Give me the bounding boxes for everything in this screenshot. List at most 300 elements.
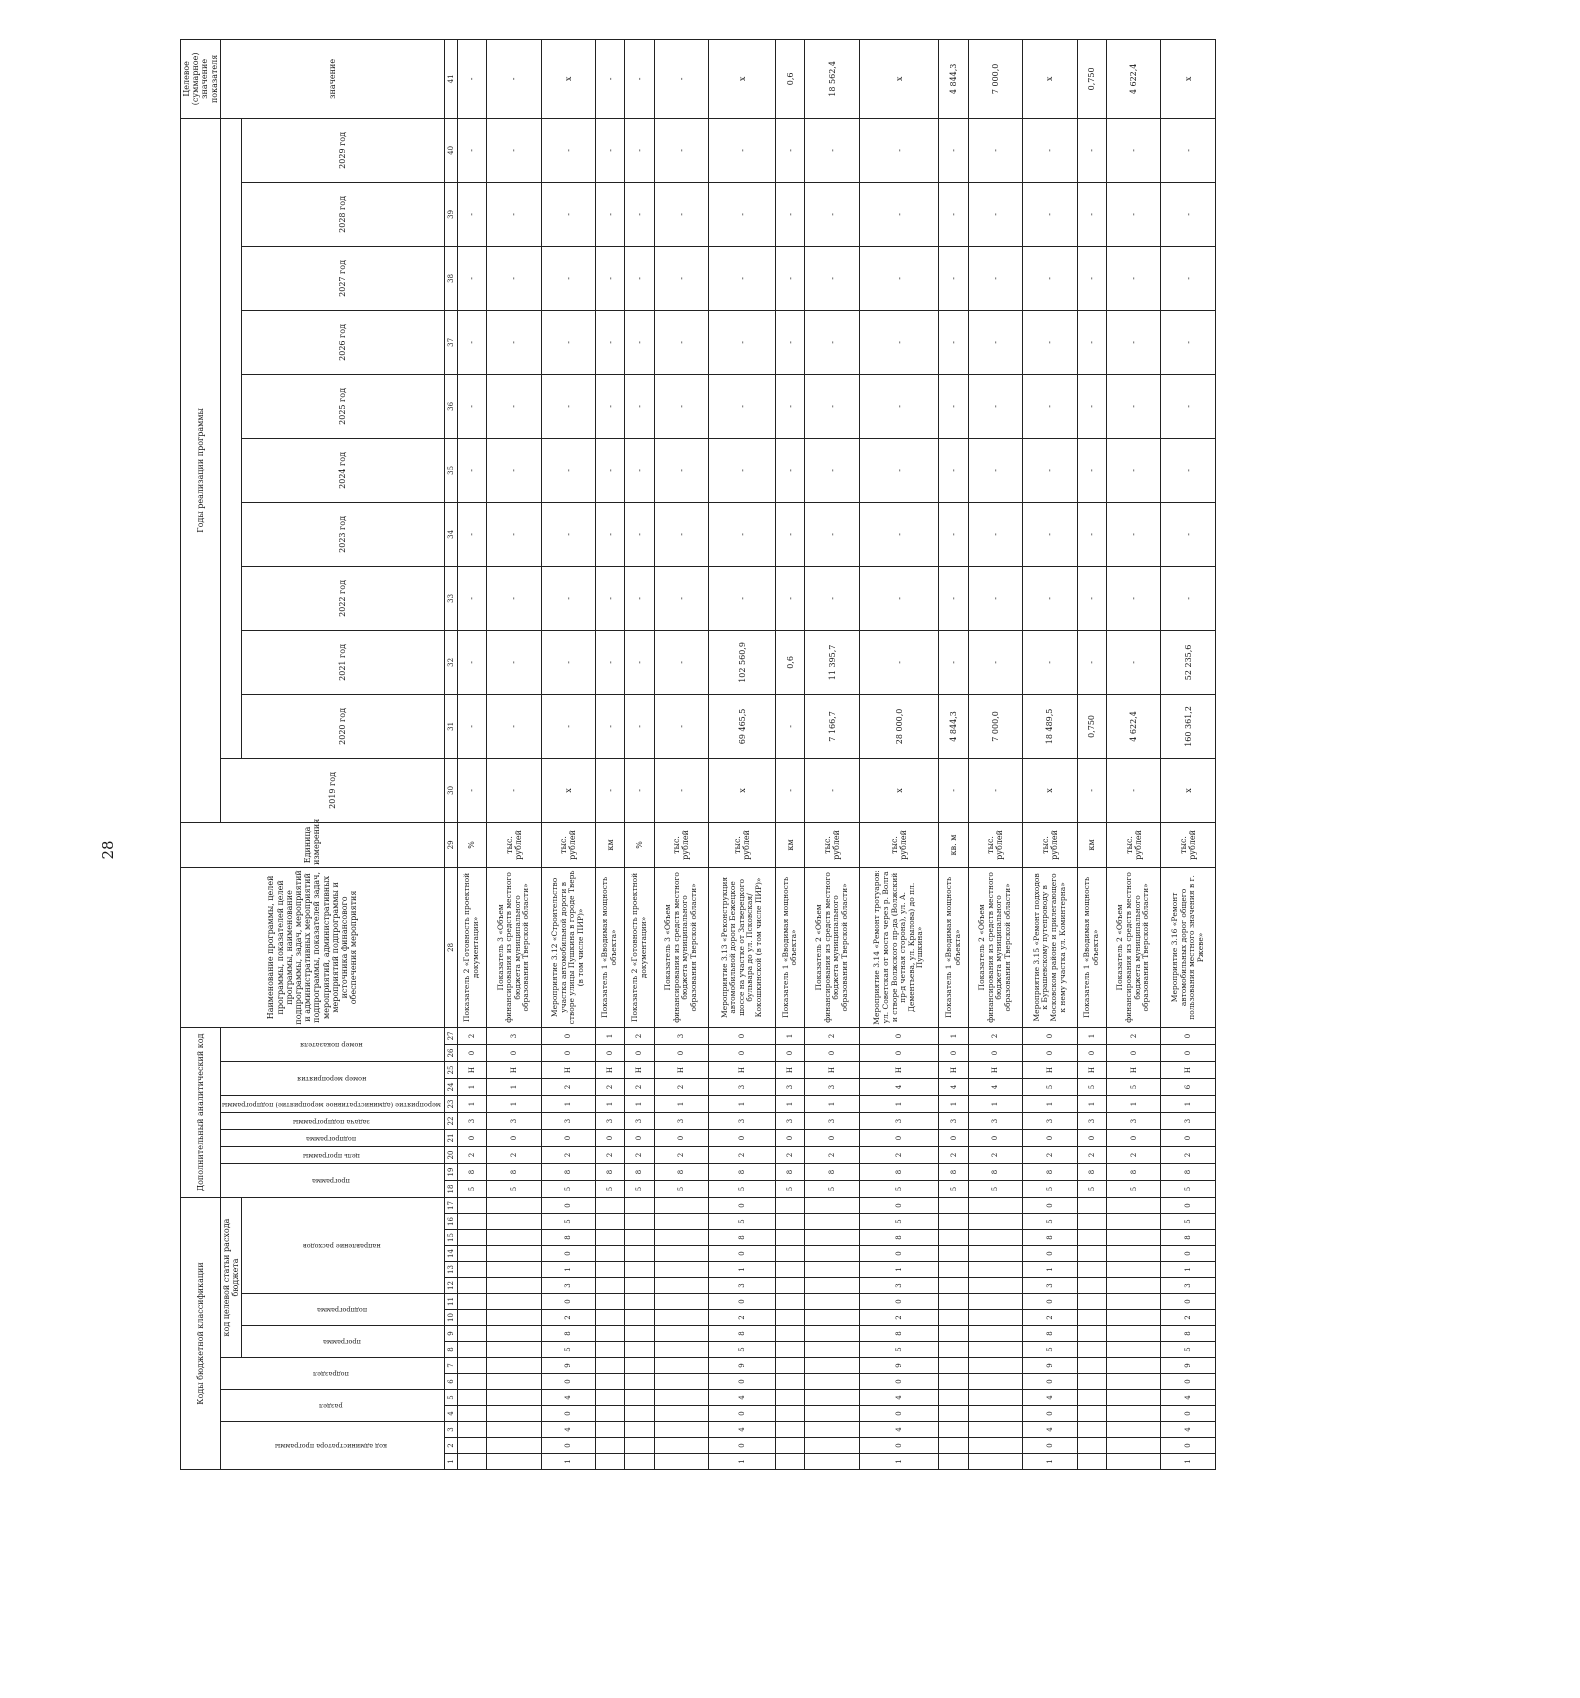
year-value: - xyxy=(654,246,708,310)
budget-code-digit xyxy=(595,1214,624,1230)
column-number: 39 xyxy=(444,182,457,246)
table-row xyxy=(709,39,776,1469)
year-value: - xyxy=(541,374,595,438)
analytic-code-digit: 8 xyxy=(1161,1164,1216,1181)
year-value: - xyxy=(859,246,938,310)
budget-code-digit xyxy=(457,1454,486,1470)
analytic-code-digit: Н xyxy=(541,1062,595,1079)
year-value: - xyxy=(1077,502,1106,566)
budget-code-digit: 1 xyxy=(1023,1454,1077,1470)
year-value: 18 489,5 xyxy=(1023,694,1077,758)
budget-code-digit: 8 xyxy=(709,1230,776,1246)
budget-code-digit xyxy=(457,1374,486,1390)
row-name: Показатель 2 «Готовность проектной документации» xyxy=(457,867,486,1027)
year-value: - xyxy=(541,566,595,630)
budget-code-digit xyxy=(595,1438,624,1454)
column-number: 7 xyxy=(444,1358,457,1374)
row-unit: тыс. рублей xyxy=(859,822,938,867)
budget-code-digit xyxy=(654,1390,708,1406)
header-subsection xyxy=(220,1358,444,1390)
analytic-code-digit: 2 xyxy=(625,1027,654,1044)
year-value: - xyxy=(939,630,968,694)
analytic-code-digit: 5 xyxy=(1023,1181,1077,1198)
analytic-code-digit: 0 xyxy=(859,1045,938,1062)
year-value: - xyxy=(541,310,595,374)
row-name: Показатель 3 «Объем финансирования из средств местного бюджета муниципального образования Тверской области» xyxy=(654,867,708,1027)
header-year-2021: 2021 год xyxy=(242,630,445,694)
analytic-code-digit: 0 xyxy=(805,1045,859,1062)
analytic-code-digit: 2 xyxy=(654,1079,708,1096)
analytic-code-digit: 1 xyxy=(625,1096,654,1113)
budget-code-digit: 0 xyxy=(709,1246,776,1262)
budget-code-digit: 0 xyxy=(709,1374,776,1390)
budget-code-digit: 3 xyxy=(1023,1278,1077,1294)
year-value: - xyxy=(1023,566,1077,630)
column-number: 10 xyxy=(444,1310,457,1326)
analytic-code-digit: 0 xyxy=(859,1027,938,1044)
budget-code-digit xyxy=(939,1246,968,1262)
year-value: - xyxy=(457,502,486,566)
header-ac-indicator-text: номер показателя xyxy=(299,1041,363,1050)
budget-code-digit: 0 xyxy=(541,1198,595,1214)
budget-code-digit xyxy=(968,1374,1022,1390)
analytic-code-digit: Н xyxy=(968,1062,1022,1079)
target-value: 7 000,0 xyxy=(968,39,1022,118)
table-row xyxy=(457,39,486,1469)
budget-code-digit: 5 xyxy=(1023,1214,1077,1230)
year-value: - xyxy=(595,758,624,822)
budget-code-digit: 8 xyxy=(859,1230,938,1246)
header-year-2027: 2027 год xyxy=(242,246,445,310)
budget-code-digit: 8 xyxy=(1161,1230,1216,1246)
budget-code-digit: 0 xyxy=(859,1406,938,1422)
budget-code-digit: 4 xyxy=(859,1422,938,1438)
year-value: - xyxy=(968,566,1022,630)
budget-code-digit xyxy=(487,1406,541,1422)
header-year-2028: 2028 год xyxy=(242,182,445,246)
column-number: 9 xyxy=(444,1326,457,1342)
analytic-code-digit: 1 xyxy=(939,1096,968,1113)
year-value: - xyxy=(709,566,776,630)
budget-code-digit: 8 xyxy=(541,1326,595,1342)
year-value: - xyxy=(805,118,859,182)
analytic-code-digit: 8 xyxy=(1023,1164,1077,1181)
target-value: 4 844,3 xyxy=(939,39,968,118)
row-unit: тыс. рублей xyxy=(487,822,541,867)
budget-code-digit xyxy=(968,1454,1022,1470)
column-number: 11 xyxy=(444,1294,457,1310)
year-value: - xyxy=(1077,246,1106,310)
year-value: - xyxy=(776,694,805,758)
table-row xyxy=(1077,39,1106,1469)
year-value: - xyxy=(625,118,654,182)
analytic-code-digit: Н xyxy=(1106,1062,1160,1079)
year-value: - xyxy=(1077,310,1106,374)
budget-code-digit xyxy=(939,1278,968,1294)
page-number: 28 xyxy=(99,840,117,860)
header-ac-activity-num-text: номер мероприятия xyxy=(296,1075,366,1084)
year-value: - xyxy=(968,630,1022,694)
header-analytic-code: Дополнительный аналитический код xyxy=(181,1027,221,1197)
analytic-code-digit: 1 xyxy=(595,1027,624,1044)
year-value: - xyxy=(654,310,708,374)
year-value: - xyxy=(1023,438,1077,502)
header-target-item: код целевой статьи расхода бюджета xyxy=(220,1198,241,1358)
budget-code-digit: 1 xyxy=(709,1262,776,1278)
budget-code-digit: 5 xyxy=(1161,1342,1216,1358)
budget-code-digit xyxy=(625,1294,654,1310)
year-value: - xyxy=(487,438,541,502)
analytic-code-digit: 2 xyxy=(1077,1147,1106,1164)
budget-code-digit xyxy=(968,1438,1022,1454)
budget-code-digit: 8 xyxy=(1023,1326,1077,1342)
budget-code-digit xyxy=(654,1310,708,1326)
budget-code-digit xyxy=(805,1390,859,1406)
row-name: Мероприятие 3.13 «Реконструкция автомобильной дороги Бежецкое шоссе на участке от Затверецкого бульвара до ул. Псковская/Кокошкинской (в том числе ПИР)» xyxy=(709,867,776,1027)
header-subsection-text: подраздел xyxy=(313,1370,350,1379)
year-value: - xyxy=(1077,566,1106,630)
budget-code-digit xyxy=(595,1246,624,1262)
budget-code-digit: 0 xyxy=(859,1374,938,1390)
budget-code-digit: 5 xyxy=(1161,1214,1216,1230)
budget-code-digit xyxy=(776,1454,805,1470)
analytic-code-digit: 1 xyxy=(968,1096,1022,1113)
budget-code-digit xyxy=(654,1278,708,1294)
year-value: - xyxy=(457,566,486,630)
year-value: - xyxy=(541,182,595,246)
row-name: Мероприятие 3.15 «Ремонт подходов к Бурашевскому путепроводу в Московском районе и прилегающего к нему участка ул. Коминтерна» xyxy=(1023,867,1077,1027)
year-value: - xyxy=(709,118,776,182)
analytic-code-digit: 5 xyxy=(457,1181,486,1198)
budget-code-digit xyxy=(457,1246,486,1262)
year-value: - xyxy=(1161,246,1216,310)
budget-code-digit xyxy=(968,1294,1022,1310)
year-value: - xyxy=(1023,502,1077,566)
year-value: - xyxy=(1161,438,1216,502)
table-row xyxy=(776,39,805,1469)
target-value: 4 622,4 xyxy=(1106,39,1160,118)
analytic-code-digit: 0 xyxy=(541,1027,595,1044)
year-value: - xyxy=(1106,118,1160,182)
budget-code-digit xyxy=(487,1454,541,1470)
analytic-code-digit: 0 xyxy=(1077,1130,1106,1147)
analytic-code-digit: 1 xyxy=(805,1096,859,1113)
analytic-code-digit: 2 xyxy=(625,1147,654,1164)
year-value: - xyxy=(654,630,708,694)
budget-code-digit xyxy=(805,1278,859,1294)
table-row xyxy=(805,39,859,1469)
budget-code-digit xyxy=(776,1198,805,1214)
table-rotation-frame xyxy=(180,52,1580,1464)
analytic-code-digit: 0 xyxy=(776,1130,805,1147)
analytic-code-digit: 3 xyxy=(805,1113,859,1130)
analytic-code-digit: 0 xyxy=(709,1027,776,1044)
year-value: 102 560,9 xyxy=(709,630,776,694)
header-year-2022: 2022 год xyxy=(242,566,445,630)
budget-code-digit xyxy=(595,1406,624,1422)
row-unit: тыс. рублей xyxy=(654,822,708,867)
year-value: - xyxy=(654,566,708,630)
column-number: 23 xyxy=(444,1096,457,1113)
budget-code-digit: 0 xyxy=(541,1246,595,1262)
budget-code-digit xyxy=(1106,1454,1160,1470)
analytic-code-digit: 0 xyxy=(1077,1045,1106,1062)
budget-code-digit: 5 xyxy=(1023,1342,1077,1358)
year-value: 69 465,5 xyxy=(709,694,776,758)
year-value: - xyxy=(939,502,968,566)
budget-code-digit: 4 xyxy=(709,1390,776,1406)
budget-code-digit xyxy=(457,1278,486,1294)
target-value: х xyxy=(709,39,776,118)
analytic-code-digit: 5 xyxy=(1106,1181,1160,1198)
year-value: - xyxy=(595,118,624,182)
analytic-code-digit: 2 xyxy=(805,1147,859,1164)
analytic-code-digit: 2 xyxy=(595,1147,624,1164)
target-value: 0,750 xyxy=(1077,39,1106,118)
budget-code-digit xyxy=(939,1358,968,1374)
budget-code-digit xyxy=(1106,1262,1160,1278)
budget-code-digit xyxy=(625,1326,654,1342)
year-value: - xyxy=(805,758,859,822)
budget-code-digit: 5 xyxy=(859,1214,938,1230)
target-value: х xyxy=(1023,39,1077,118)
table-row xyxy=(859,39,938,1469)
column-number: 17 xyxy=(444,1198,457,1214)
column-number: 20 xyxy=(444,1147,457,1164)
year-value: - xyxy=(625,438,654,502)
budget-code-digit xyxy=(654,1326,708,1342)
column-number: 14 xyxy=(444,1246,457,1262)
budget-code-digit xyxy=(1106,1326,1160,1342)
header-year-2020: 2020 год xyxy=(242,694,445,758)
table-row xyxy=(625,39,654,1469)
year-value: - xyxy=(859,182,938,246)
budget-code-digit: 4 xyxy=(859,1390,938,1406)
budget-code-digit xyxy=(457,1214,486,1230)
year-value: - xyxy=(1023,630,1077,694)
analytic-code-digit: 5 xyxy=(1077,1181,1106,1198)
year-value: - xyxy=(1106,310,1160,374)
analytic-code-digit: 4 xyxy=(939,1079,968,1096)
budget-code-digit xyxy=(487,1294,541,1310)
budget-code-digit xyxy=(1077,1246,1106,1262)
year-value: 0,750 xyxy=(1077,694,1106,758)
budget-code-digit xyxy=(487,1438,541,1454)
header-year-2025: 2025 год xyxy=(242,374,445,438)
year-value: - xyxy=(968,246,1022,310)
year-value: - xyxy=(595,438,624,502)
budget-code-digit: 0 xyxy=(1023,1246,1077,1262)
analytic-code-digit: 1 xyxy=(939,1027,968,1044)
budget-code-digit: 0 xyxy=(709,1438,776,1454)
budget-code-digit xyxy=(776,1422,805,1438)
budget-code-digit: 8 xyxy=(541,1230,595,1246)
analytic-code-digit: 0 xyxy=(654,1130,708,1147)
analytic-code-digit: 5 xyxy=(859,1181,938,1198)
budget-code-digit xyxy=(654,1438,708,1454)
header-ac-activity-text: мероприятие (административное мероприятие) подпрограммы xyxy=(221,1100,441,1109)
budget-code-digit: 1 xyxy=(541,1454,595,1470)
budget-code-digit xyxy=(805,1198,859,1214)
year-value: - xyxy=(1106,630,1160,694)
year-value: - xyxy=(487,630,541,694)
analytic-code-digit: 0 xyxy=(805,1130,859,1147)
year-value: - xyxy=(595,310,624,374)
budget-code-digit xyxy=(805,1262,859,1278)
year-value: - xyxy=(776,246,805,310)
budget-code-digit xyxy=(1077,1374,1106,1390)
header-unit: Единица измерения xyxy=(181,822,445,867)
budget-code-digit: 8 xyxy=(1023,1230,1077,1246)
program-table xyxy=(180,39,1216,1470)
row-name: Показатель 1 «Вводимая мощность объекта» xyxy=(776,867,805,1027)
budget-code-digit xyxy=(457,1294,486,1310)
analytic-code-digit: 8 xyxy=(776,1164,805,1181)
year-value: х xyxy=(541,758,595,822)
analytic-code-digit: 3 xyxy=(654,1027,708,1044)
budget-code-digit xyxy=(1077,1310,1106,1326)
analytic-code-digit: 8 xyxy=(487,1164,541,1181)
budget-code-digit xyxy=(776,1358,805,1374)
header-name-column: Наименование программы, целей программы, показателей целей программы, наименование подпрограммы, задач, мероприятий и административных мероприятий подпрограммы, показателей задач, мероприятий, административных мероприятий подпрограммы и источника финансового обеспечения мероприятия xyxy=(181,867,445,1027)
budget-code-digit xyxy=(595,1198,624,1214)
analytic-code-digit: Н xyxy=(805,1062,859,1079)
budget-code-digit xyxy=(654,1230,708,1246)
budget-code-digit: 4 xyxy=(1161,1390,1216,1406)
budget-code-digit xyxy=(776,1214,805,1230)
column-number: 26 xyxy=(444,1045,457,1062)
year-value: - xyxy=(541,438,595,502)
year-value: - xyxy=(625,630,654,694)
target-value: х xyxy=(541,39,595,118)
year-value: - xyxy=(487,310,541,374)
budget-code-digit: 5 xyxy=(541,1342,595,1358)
column-number: 16 xyxy=(444,1214,457,1230)
year-value: - xyxy=(625,694,654,758)
budget-code-digit xyxy=(1077,1262,1106,1278)
budget-code-digit xyxy=(939,1406,968,1422)
year-value: - xyxy=(541,118,595,182)
analytic-code-digit: 0 xyxy=(541,1045,595,1062)
budget-code-digit xyxy=(595,1262,624,1278)
budget-code-digit: 0 xyxy=(1023,1198,1077,1214)
budget-code-digit xyxy=(805,1230,859,1246)
budget-code-digit xyxy=(625,1214,654,1230)
year-value: - xyxy=(939,566,968,630)
budget-code-digit: 0 xyxy=(1161,1438,1216,1454)
budget-code-digit: 4 xyxy=(541,1422,595,1438)
year-value: - xyxy=(1023,374,1077,438)
budget-code-digit xyxy=(1077,1390,1106,1406)
budget-code-digit xyxy=(776,1246,805,1262)
analytic-code-digit: 0 xyxy=(1161,1027,1216,1044)
budget-code-digit xyxy=(1077,1438,1106,1454)
analytic-code-digit: 0 xyxy=(1023,1027,1077,1044)
analytic-code-digit: 0 xyxy=(595,1130,624,1147)
budget-code-digit: 0 xyxy=(1023,1294,1077,1310)
budget-code-digit: 3 xyxy=(859,1278,938,1294)
budget-code-digit xyxy=(968,1262,1022,1278)
header-program xyxy=(242,1326,445,1358)
row-name: Показатель 2 «Объем финансирования из средств местного бюджета муниципального образования Тверской области» xyxy=(968,867,1022,1027)
year-value: - xyxy=(487,374,541,438)
year-value: х xyxy=(859,758,938,822)
header-row-2 xyxy=(220,39,241,1469)
analytic-code-digit: 0 xyxy=(968,1130,1022,1147)
year-value: - xyxy=(776,438,805,502)
year-value: - xyxy=(1161,182,1216,246)
analytic-code-digit: 5 xyxy=(654,1181,708,1198)
column-number: 2 xyxy=(444,1438,457,1454)
row-name: Показатель 2 «Готовность проектной документации» xyxy=(625,867,654,1027)
header-ac-subprogram-text: подпрограмма xyxy=(306,1134,357,1143)
row-unit: тыс. рублей xyxy=(968,822,1022,867)
analytic-code-digit: 1 xyxy=(595,1096,624,1113)
budget-code-digit: 9 xyxy=(709,1358,776,1374)
analytic-code-digit: 3 xyxy=(776,1079,805,1096)
analytic-code-digit: Н xyxy=(939,1062,968,1079)
budget-code-digit xyxy=(939,1342,968,1358)
year-value: - xyxy=(805,182,859,246)
budget-code-digit xyxy=(625,1310,654,1326)
budget-code-digit xyxy=(487,1262,541,1278)
analytic-code-digit: 5 xyxy=(968,1181,1022,1198)
header-budget-codes: Коды бюджетной классификации xyxy=(181,1198,221,1470)
analytic-code-digit: 2 xyxy=(968,1027,1022,1044)
year-value: - xyxy=(457,758,486,822)
budget-code-digit: 1 xyxy=(1023,1262,1077,1278)
budget-code-digit xyxy=(1106,1422,1160,1438)
analytic-code-digit: 1 xyxy=(1161,1096,1216,1113)
analytic-code-digit: 8 xyxy=(457,1164,486,1181)
column-number: 3 xyxy=(444,1422,457,1438)
analytic-code-digit: 2 xyxy=(1023,1147,1077,1164)
row-unit: тыс. рублей xyxy=(541,822,595,867)
budget-code-digit xyxy=(939,1294,968,1310)
budget-code-digit xyxy=(654,1454,708,1470)
budget-code-digit xyxy=(595,1310,624,1326)
year-value: - xyxy=(541,502,595,566)
budget-code-digit xyxy=(595,1358,624,1374)
target-value: - xyxy=(595,39,624,118)
budget-code-digit xyxy=(776,1310,805,1326)
year-value: - xyxy=(595,566,624,630)
header-ac-task-text: задача подпрограммы xyxy=(292,1117,370,1126)
budget-code-digit: 8 xyxy=(1161,1326,1216,1342)
row-name: Показатель 2 «Объем финансирования из средств местного бюджета муниципального образования Тверской области» xyxy=(1106,867,1160,1027)
analytic-code-digit: Н xyxy=(457,1062,486,1079)
year-value: - xyxy=(939,182,968,246)
year-value: - xyxy=(709,374,776,438)
year-value: - xyxy=(1077,182,1106,246)
target-value: 18 562,4 xyxy=(805,39,859,118)
year-value: х xyxy=(709,758,776,822)
budget-code-digit xyxy=(1077,1294,1106,1310)
analytic-code-digit: 5 xyxy=(939,1181,968,1198)
budget-code-digit xyxy=(595,1390,624,1406)
analytic-code-digit: 8 xyxy=(859,1164,938,1181)
analytic-code-digit: 1 xyxy=(654,1096,708,1113)
year-value: - xyxy=(939,118,968,182)
year-value: 7 166,7 xyxy=(805,694,859,758)
budget-code-digit: 0 xyxy=(859,1294,938,1310)
budget-code-digit: 4 xyxy=(1023,1390,1077,1406)
year-value: - xyxy=(776,118,805,182)
budget-code-digit: 8 xyxy=(859,1326,938,1342)
budget-code-digit xyxy=(805,1326,859,1342)
header-ac-program-text: программа xyxy=(312,1177,351,1186)
year-value: - xyxy=(457,310,486,374)
